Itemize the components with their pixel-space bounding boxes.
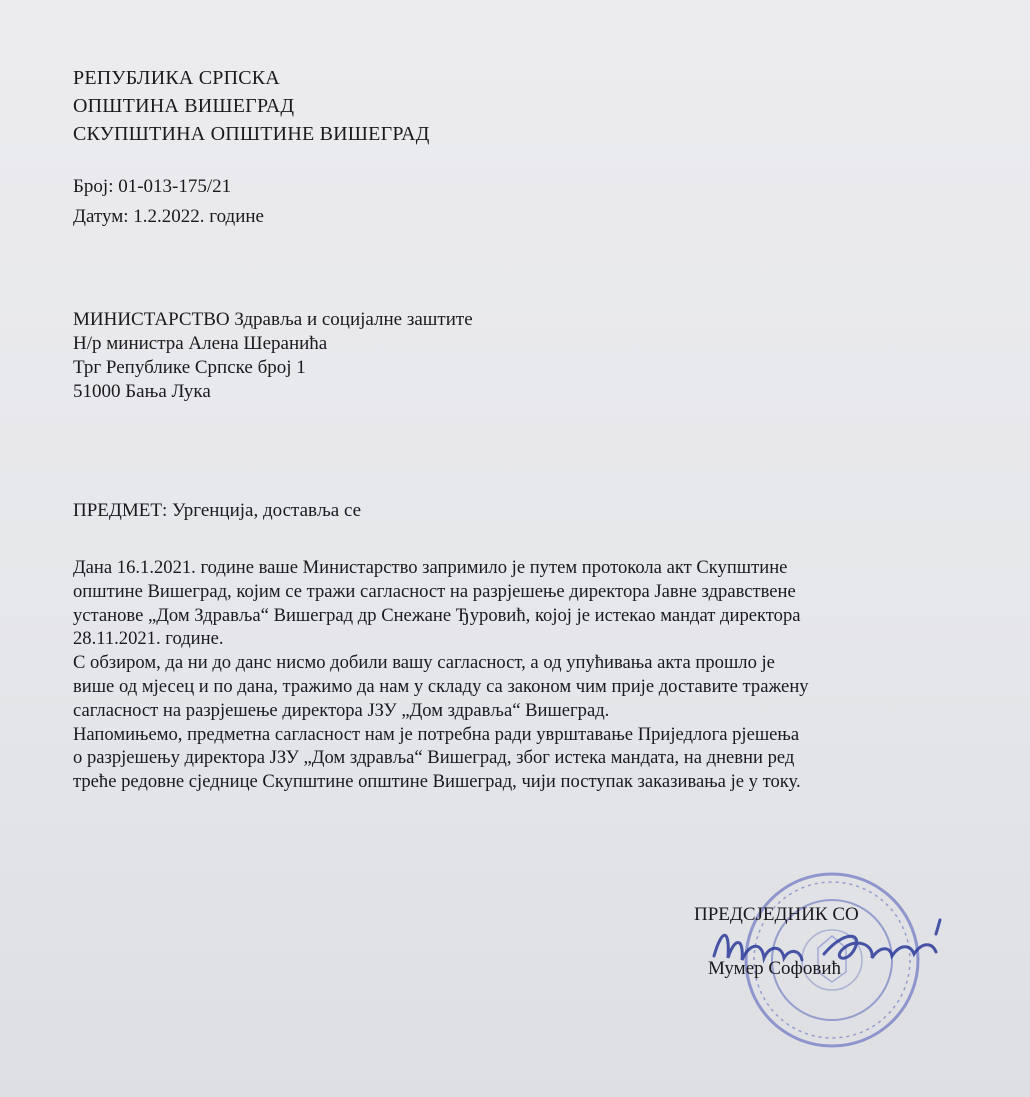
- subject-line: [73, 498, 361, 523]
- letterhead-line: ОПШТИНА ВИШЕГРАД: [73, 95, 295, 117]
- recipient-line: Трг Републике Српске број 1: [73, 357, 306, 378]
- signatory-name: Мумер Софовић: [708, 958, 841, 979]
- body-line: сагласност на разрјешење директора ЈЗУ „Дом здравља“ Вишеград.: [73, 699, 610, 721]
- body-line: установе „Дом Здравља“ Вишеград др Снежане Ђуровић, којој је истекао мандат директора: [73, 604, 801, 626]
- letterhead: [73, 64, 430, 148]
- reference-number: Број: 01-013-175/21: [73, 176, 232, 197]
- recipient-address: [73, 308, 473, 404]
- handwritten-signature-icon: [704, 908, 954, 988]
- reference-meta: [73, 172, 264, 232]
- recipient-line: Н/р министра Алена Шеранића: [73, 333, 328, 354]
- recipient-line: 51000 Бања Лука: [73, 381, 211, 402]
- body-line: С обзиром, да ни до данс нисмо добили вашу сагласност, а од упућивања акта прошло је: [73, 652, 775, 674]
- subject-text: ПРЕДМЕТ: Ургенција, доставља се: [73, 500, 362, 521]
- body-line: треће редовне сједнице Скупштине општине Вишеград, чији поступак заказивања је у току.: [73, 771, 801, 793]
- body-line: Дана 16.1.2021. године ваше Министарство запримило је путем протокола акт Скупштине: [73, 557, 788, 578]
- body-line: општине Вишеград, којим се тражи сагласност на разрјешење директора Јавне здравствене: [73, 580, 796, 602]
- body-line: о разрјешењу директора ЈЗУ „Дом здравља“ Вишеград, због истека мандата, на дневни ред: [73, 747, 795, 769]
- letterhead-line: РЕПУБЛИКА СРПСКА: [73, 67, 280, 89]
- body-line: више од мјесец и по дана, тражимо да нам у складу са законом чим прије доставите тражену: [73, 675, 809, 697]
- document-date: Датум: 1.2.2022. године: [73, 206, 264, 227]
- signatory-title: ПРЕДСЈЕДНИК СО: [694, 904, 859, 925]
- body-line: 28.11.2021. године.: [73, 628, 224, 650]
- letterhead-line: СКУПШТИНА ОПШТИНЕ ВИШЕГРАД: [73, 123, 430, 145]
- letter-body: [73, 556, 985, 794]
- body-line: Напомињемо, предметна сагласност нам је потребна ради уврштавање Приједлога рјешења: [73, 723, 800, 745]
- recipient-line: МИНИСТАРСТВО Здравља и социјалне заштите: [73, 309, 473, 330]
